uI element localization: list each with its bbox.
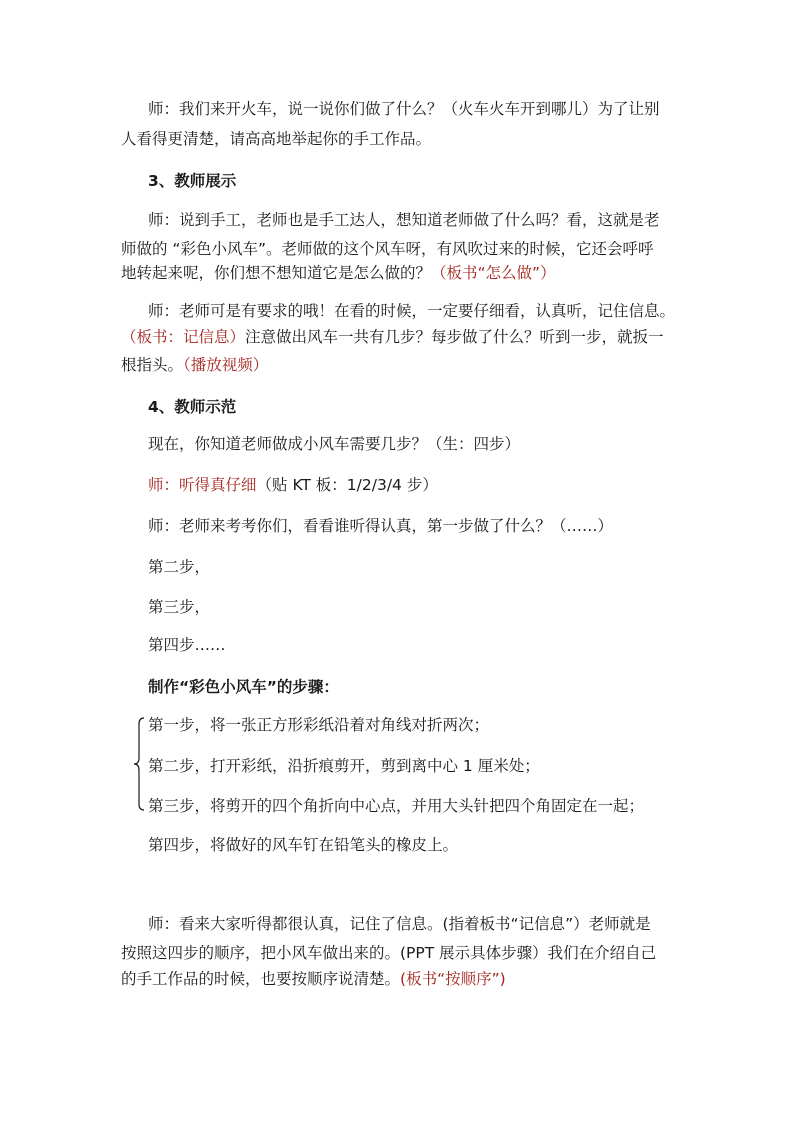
paragraph-5 bbox=[148, 474, 438, 496]
paragraph-5-rest: （贴 KT 板：1/2/3/4 步） bbox=[256, 476, 438, 494]
paragraph-6: 师：老师来考考你们，看看谁听得认真，第一步做了什么？（……） bbox=[148, 517, 614, 535]
paragraph-2-line-1: 师：说到手工，老师也是手工达人，想知道老师做了什么吗？看，这就是老 bbox=[148, 211, 660, 229]
steps-title: 制作“彩色小风车”的步骤： bbox=[148, 678, 339, 696]
paragraph-1-line-2: 人看得更清楚，请高高地举起你的手工作品。 bbox=[121, 130, 432, 148]
step-item-4: 第四步，将做好的风车钉在铅笔头的橡皮上。 bbox=[148, 836, 459, 854]
play-video-note: （播放视频） bbox=[183, 356, 269, 374]
paragraph-1-line-1: 师：我们来开火车，说一说你们做了什么？（火车火车开到哪儿）为了让别 bbox=[148, 100, 660, 118]
paragraph-4: 现在，你知道老师做成小风车需要几步？（生：四步） bbox=[148, 435, 521, 453]
paragraph-3-line-3-text: 根指头。 bbox=[121, 356, 184, 374]
paragraph-10-line-2: 按照这四步的顺序，把小风车做出来的。(PPT 展示具体步骤）我们在介绍自己 bbox=[121, 944, 657, 962]
step-item-1: 第一步，将一张正方形彩纸沿着对角线对折两次； bbox=[148, 716, 490, 734]
blackboard-note-remember: （板书：记信息） bbox=[121, 328, 246, 346]
paragraph-3-line-1: 师：老师可是有要求的哦！在看的时候，一定要仔细看，认真听，记住信息。 bbox=[148, 302, 676, 320]
paragraph-2-line-3 bbox=[121, 262, 556, 284]
paragraph-10-line-3-text: 的手工作品的时候，也要按顺序说清楚。 bbox=[121, 970, 401, 988]
paragraph-9: 第四步…… bbox=[148, 636, 226, 654]
paragraph-7: 第二步， bbox=[148, 558, 211, 576]
paragraph-2-line-3-text: 地转起来呢，你们想不想知道它是怎么做的？ bbox=[121, 264, 432, 282]
step-item-3: 第三步，将剪开的四个角折向中心点，并用大头针把四个角固定在一起； bbox=[148, 797, 645, 815]
paragraph-2-line-2: 师做的 “彩色小风车”。老师做的这个风车呀，有风吹过来的时候，它还会呼呼 bbox=[121, 240, 654, 258]
paragraph-3-line-2-text: 注意做出风车一共有几步？每步做了什么？听到一步，就扳一 bbox=[245, 328, 664, 346]
paragraph-10-line-1: 师：看来大家听得都很认真，记住了信息。(指着板书“记信息”）老师就是 bbox=[148, 915, 651, 933]
left-brace-icon bbox=[133, 716, 145, 812]
teacher-praise: 师：听得真仔细 bbox=[148, 476, 257, 494]
blackboard-note-how: （板书“怎么做”） bbox=[431, 264, 556, 282]
paragraph-10-line-3 bbox=[121, 968, 506, 990]
blackboard-note-order: (板书“按顺序”) bbox=[400, 970, 506, 988]
section-heading-4: 4、教师示范 bbox=[148, 398, 237, 416]
step-item-2: 第二步，打开彩纸，沿折痕剪开，剪到离中心 1 厘米处； bbox=[148, 757, 540, 775]
paragraph-8: 第三步， bbox=[148, 598, 211, 616]
paragraph-3-line-2 bbox=[121, 326, 664, 348]
section-heading-3: 3、教师展示 bbox=[148, 172, 237, 190]
paragraph-3-line-3 bbox=[121, 354, 268, 376]
